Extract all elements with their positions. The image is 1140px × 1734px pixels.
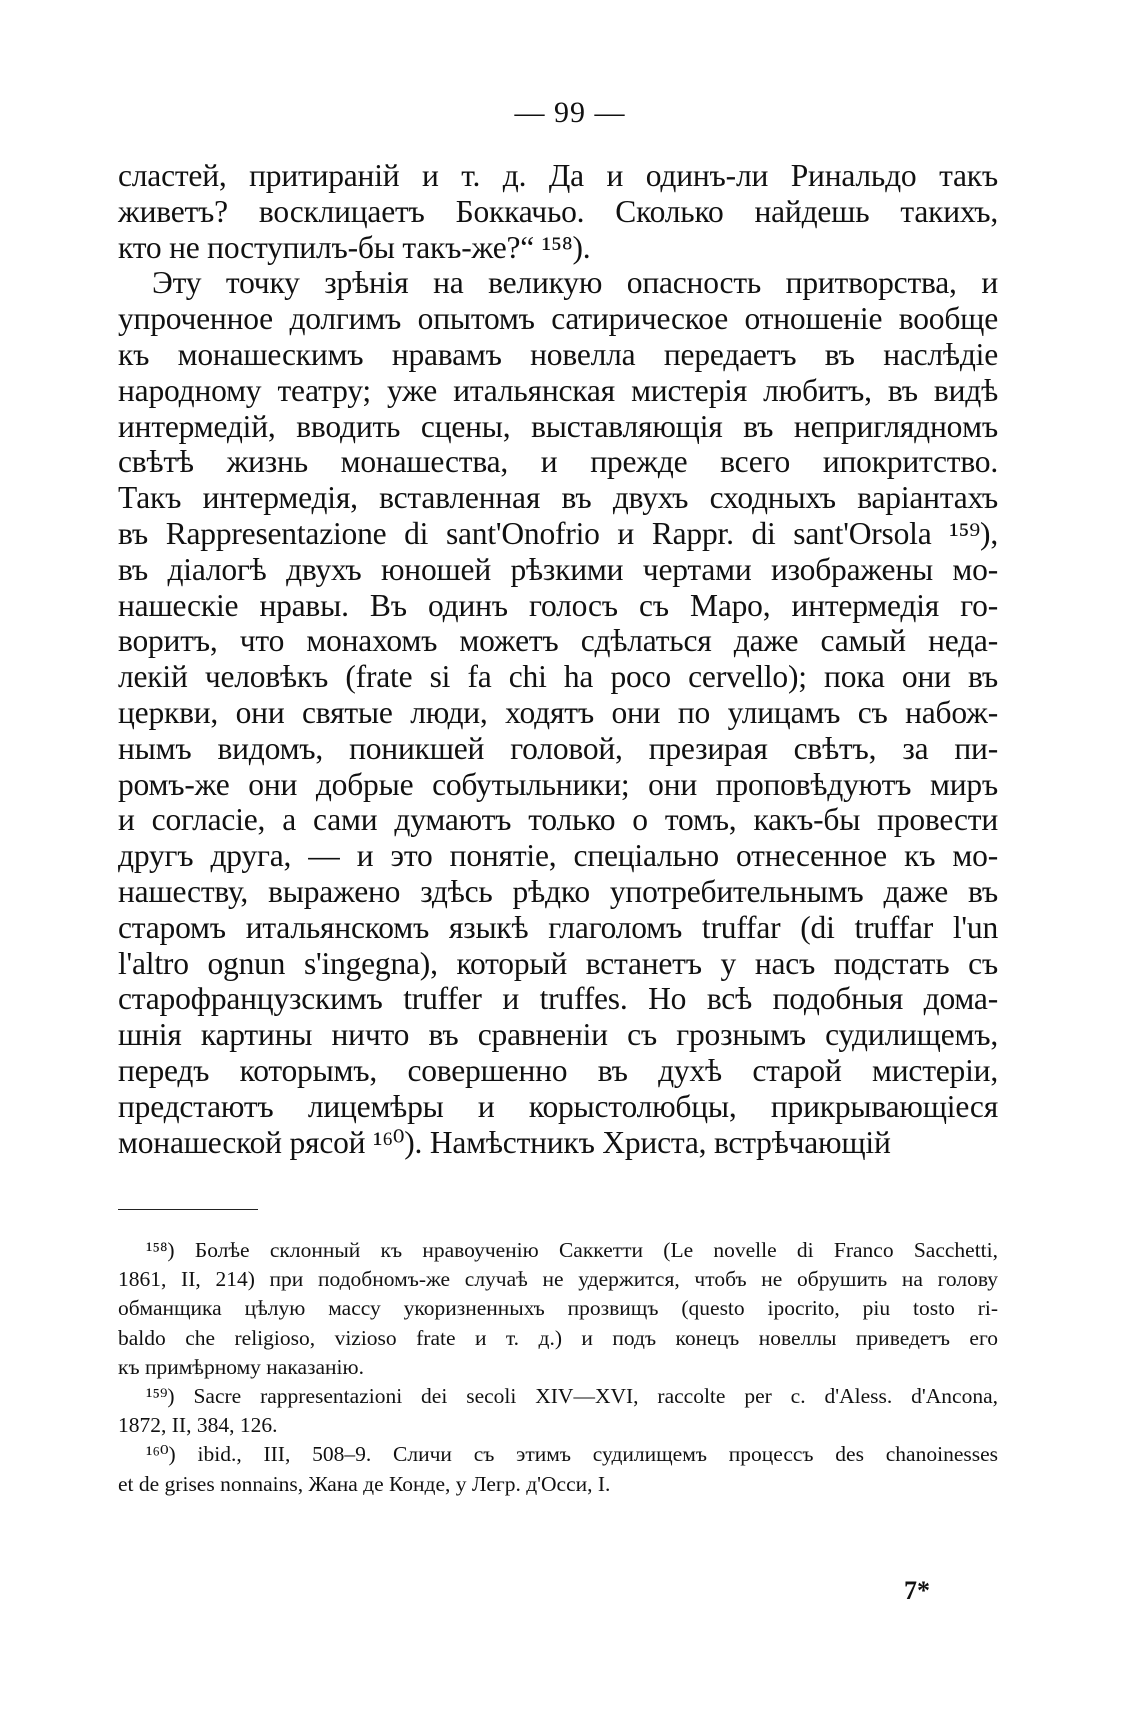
footnotes: [118, 1236, 998, 1499]
text-line: старофранцузскимъ truffer и truffes. Но всѣ подобныя дома-: [118, 981, 998, 1017]
text-line: шнія картины ничто въ сравненіи съ грознымъ судилищемъ,: [118, 1017, 998, 1053]
footnote-line: et de grises nonnains, Жана де Конде, у Легр. д'Осси, I.: [118, 1471, 611, 1496]
text-line: l'altro ognun s'ingegna), который встанетъ у насъ подстать съ: [118, 945, 998, 981]
page-number: — 99 —: [514, 96, 626, 129]
footnote-line: къ примѣрному наказанію.: [118, 1354, 364, 1379]
text-line: монашеской рясой ¹⁶⁰). Намѣстникъ Христа, встрѣчающій: [118, 1124, 891, 1160]
text-line: Эту точку зрѣнія на великую опасность притворства, и: [152, 265, 998, 301]
text-line: и согласіе, а сами думаютъ только о томъ, какъ-бы провести: [118, 802, 998, 838]
printer-signature-mark: 7*: [904, 1576, 930, 1605]
footnote-line: 1872, II, 384, 126.: [118, 1413, 278, 1438]
footnote: [118, 1236, 998, 1382]
text-line: народному театру; уже итальянская мистерія любитъ, въ видѣ: [118, 372, 998, 408]
text-line: ромъ-же они добрые собутыльники; они проповѣдуютъ миръ: [118, 766, 998, 802]
main-text: [118, 158, 998, 1160]
footnote-line: 1861, II, 214) при подобномъ-же случаѣ не удержится, чтобъ не обрушить на голову: [118, 1267, 998, 1292]
footnote-line: ¹⁵⁸) Болѣе склонный къ нравоученію Саккетти (Le novelle di Franco Sacchetti,: [146, 1238, 998, 1262]
text-line: нашеству, выражено здѣсь рѣдко употребительнымъ даже въ: [118, 873, 998, 909]
text-line: Такъ интермедія, вставленная въ двухъ сходныхъ варіантахъ: [118, 480, 998, 516]
text-line: нымъ видомъ, поникшей головой, презирая свѣтъ, за пи-: [118, 730, 998, 766]
text-line: воритъ, что монахомъ можетъ сдѣлаться даже самый неда-: [118, 623, 998, 659]
text-line: въ Rappresentazione di sant'Onofrio и Rappr. di sant'Orsola ¹⁵⁹),: [118, 515, 998, 551]
text-line: передъ которымъ, совершенно въ духѣ старой мистеріи,: [118, 1052, 998, 1088]
footnote: [118, 1440, 998, 1498]
footnote-line: baldo che religioso, vizioso frate и т. д.) и подъ конецъ новеллы приведетъ его: [118, 1325, 998, 1350]
footnote-line: обманщика цѣлую массу укоризненныхъ прозвищъ (questo ipocrito, piu tosto ri-: [118, 1296, 998, 1321]
text-line: лекій человѣкъ (frate si fa chi ha poco cervello); пока они въ: [118, 659, 998, 695]
text-line: свѣтѣ жизнь монашества, и прежде всего ипокритство.: [118, 444, 998, 480]
text-line: нашескіе нравы. Въ одинъ голосъ съ Маро, интермедія го-: [118, 587, 998, 623]
text-line: въ діалогѣ двухъ юношей рѣзкими чертами изображены мо-: [118, 551, 998, 587]
text-line: упроченное долгимъ опытомъ сатирическое отношеніе вообще: [118, 301, 998, 337]
text-line: сластей, притираній и т. д. Да и одинъ-ли Ринальдо такъ: [118, 158, 998, 193]
text-line: старомъ итальянскомъ языкѣ глаголомъ truffar (di truffar l'un: [118, 909, 998, 945]
text-line: церкви, они святые люди, ходятъ они по улицамъ съ набож-: [118, 694, 998, 730]
footnote-divider: [118, 1209, 258, 1210]
text-line: живетъ? восклицаетъ Боккачьо. Сколько найдешь такихъ,: [118, 193, 998, 229]
text-line: интермедій, вводить сцены, выставляющія въ непригляднoмъ: [118, 408, 998, 444]
text-line: кто не поступилъ-бы такъ-же?“ ¹⁵⁸).: [118, 229, 591, 265]
text-line: предстаютъ лицемѣры и корыстолюбцы, прикрывающіеся: [118, 1088, 998, 1124]
footnote: [118, 1382, 998, 1440]
text-line: другъ друга, — и это понятіе, спеціально отнесенное къ мо-: [118, 838, 998, 874]
text-line: къ монашескимъ нравамъ новелла передаетъ въ наслѣдіе: [118, 336, 998, 372]
footnote-line: ¹⁶⁰) ibid., III, 508–9. Сличи съ этимъ судилищемъ процессъ des chanoinesses: [146, 1442, 998, 1467]
footnote-line: ¹⁵⁹) Sacre rappresentazioni dei secoli XIV—XVI, raccolte per c. d'Aless. d'Ancona,: [146, 1383, 998, 1408]
